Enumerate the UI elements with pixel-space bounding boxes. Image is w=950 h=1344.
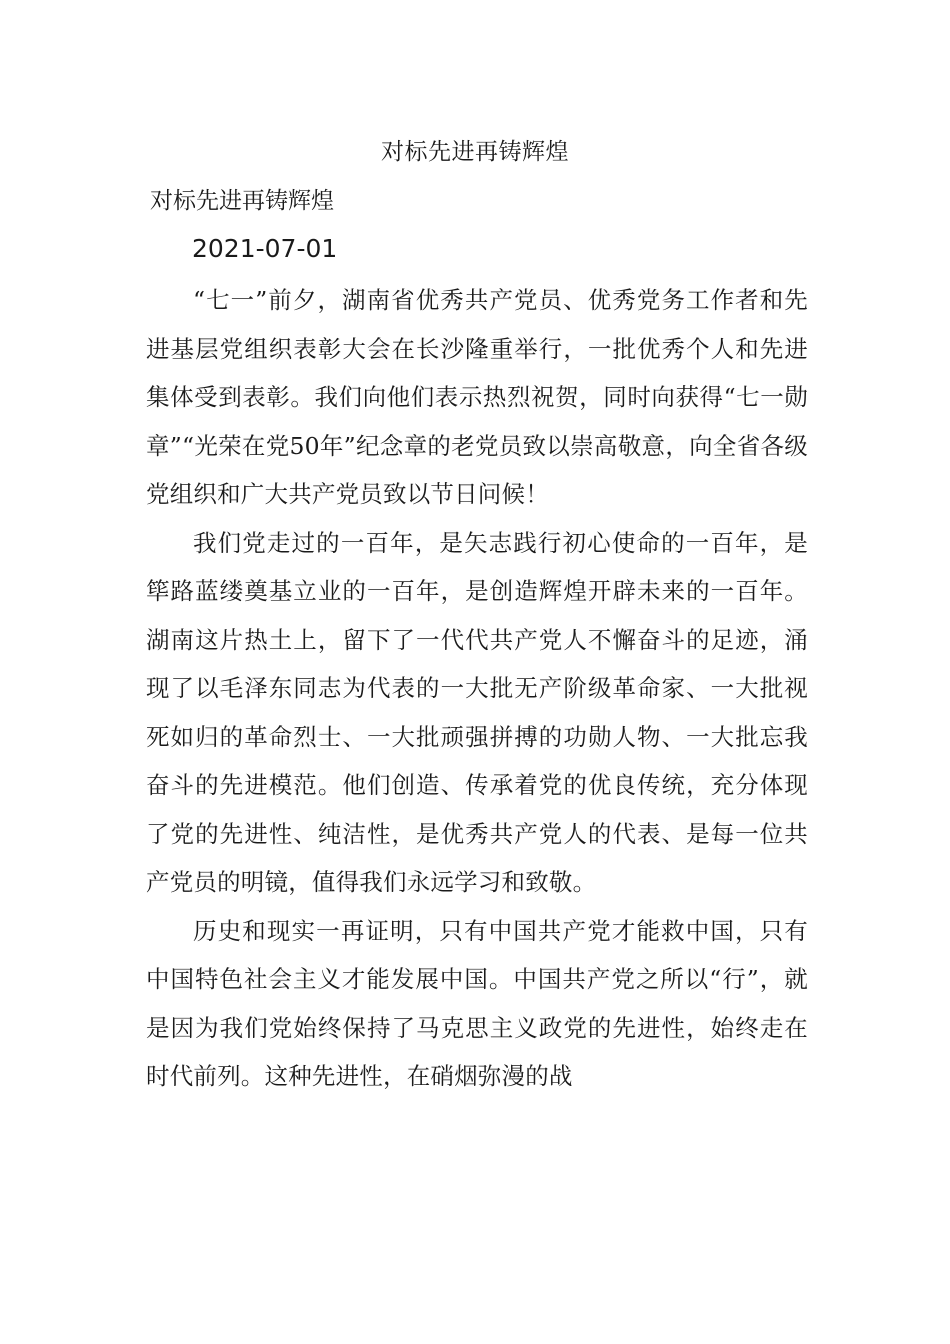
document-title: 对标先进再铸辉煌 xyxy=(381,139,569,165)
paragraph-2: 我们党走过的一百年，是矢志践行初心使命的一百年，是筚路蓝缕奠基立业的一百年，是创造辉煌开辟未来的一百年。湖南这片热土上，留下了一代代共产党人不懈奋斗的足迹，涌现了以毛泽东同志为代表的一大批无产阶级革命家、一大批视死如归的革命烈士、一大批顽强拼搏的功勋人物、一大批忘我奋斗的先进模范。他们创造、传承着党的优良传统，充分体现了党的先进性、纯洁性，是优秀共产党人的代表、是每一位共产党员的明镜，值得我们永远学习和致敬。 xyxy=(146,528,808,896)
paragraph-3: 历史和现实一再证明，只有中国共产党才能救中国，只有中国特色社会主义才能发展中国。中国共产党之所以“行”，就是因为我们党始终保持了马克思主义政党的先进性，始终走在时代前列。这种先进性，在硝烟弥漫的战 xyxy=(146,916,808,1090)
document-subtitle: 对标先进再铸辉煌 xyxy=(150,188,334,214)
document-body xyxy=(146,276,808,1101)
paragraph-1: “七一”前夕，湖南省优秀共产党员、优秀党务工作者和先进基层党组织表彰大会在长沙隆重举行，一批优秀个人和先进集体受到表彰。我们向他们表示热烈祝贺，同时向获得“七一勋章”“光荣在党50年”纪念章的老党员致以崇高敬意，向全省各级党组织和广大共产党员致以节日问候！ xyxy=(146,286,808,508)
document-date: 2021-07-01 xyxy=(192,234,338,263)
